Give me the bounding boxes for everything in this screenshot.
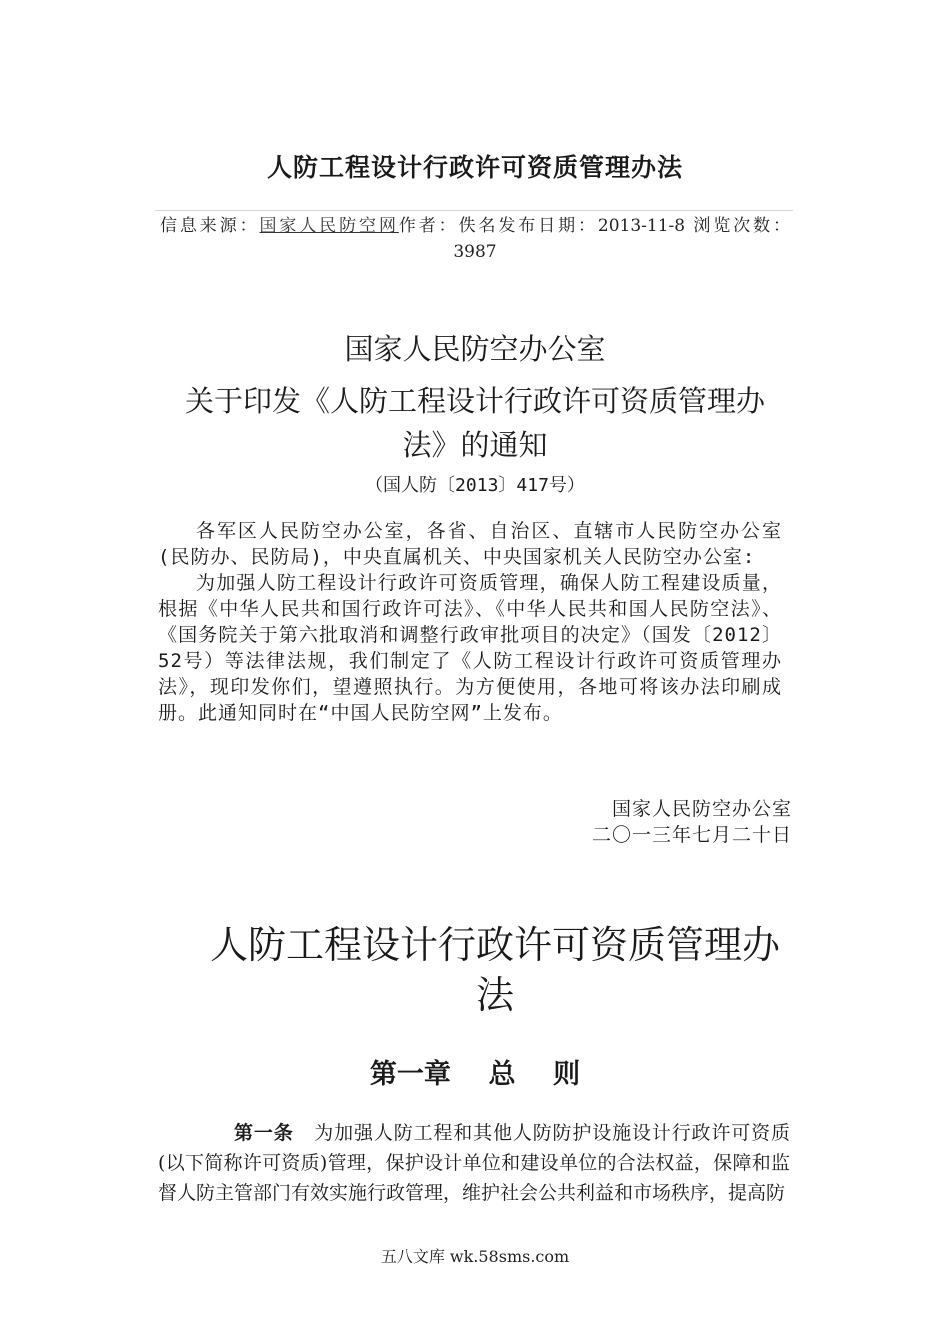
meta-divider: [155, 210, 793, 211]
article-body: [158, 1118, 790, 1208]
publish-date: 发布日期：2013-11-8: [498, 216, 686, 236]
chapter-title: 第一章 总 则: [369, 1059, 581, 1090]
sign-date: 二〇一三年七月二十日: [591, 824, 792, 846]
signature-block: [500, 796, 792, 848]
source-label: 信息来源：: [160, 216, 260, 236]
document-number: （国人防〔2013〕417号）: [365, 475, 585, 496]
article-paragraph: [158, 1118, 790, 1208]
measures-title: [195, 920, 795, 1020]
measures-title-line2: 法: [475, 973, 514, 1017]
measures-title-line1: 人防工程设计行政许可资质管理办: [209, 923, 780, 967]
footer-watermark: 五八文库 wk.58sms.com: [380, 1247, 570, 1266]
notice-body: [158, 518, 782, 726]
page-title: 人防工程设计行政许可资质管理办法: [266, 153, 683, 182]
notice-heading-subject-cont: 法》的通知: [402, 428, 548, 462]
views-count: 3987: [453, 242, 497, 262]
signer: 国家人民防空办公室: [611, 798, 792, 820]
notice-addressee: 各军区人民防空办公室，各省、自治区、直辖市人民防空办公室(民防办、民防局)，中央直属机关、中央国家机关人民防空办公室:: [158, 520, 782, 568]
article-text: 为加强人防工程和其他人防防护设施设计行政许可资质(以下简称许可资质)管理，保护设计单位和建设单位的合法权益，保障和监督人防主管部门有效实施行政管理，维护社会公共利益和市场秩序，提高防: [158, 1122, 790, 1204]
notice-paragraph: 为加强人防工程设计行政许可资质管理，确保人防工程建设质量，根据《中华人民共和国行政许可法》、《中华人民共和国人民防空法》、《国务院关于第六批取消和调整行政审批项目的决定》（国发〔2012〕52号）等法律法规，我们制定了《人防工程设计行政许可资质管理办法》，现印发你们，望遵照执行。为方便使用，各地可将该办法印刷成册。此通知同时在“中国人民防空网”上发布。: [158, 572, 782, 724]
notice-heading-issuer: 国家人民防空办公室: [344, 332, 606, 366]
article-meta: [160, 214, 790, 238]
article-label: 第一条: [234, 1122, 294, 1144]
views-label: 浏览次数：: [693, 216, 791, 236]
source-link[interactable]: 国家人民防空网: [259, 216, 399, 236]
notice-heading-subject: 关于印发《人防工程设计行政许可资质管理办: [184, 384, 765, 418]
author: 作者：佚名: [398, 216, 499, 236]
